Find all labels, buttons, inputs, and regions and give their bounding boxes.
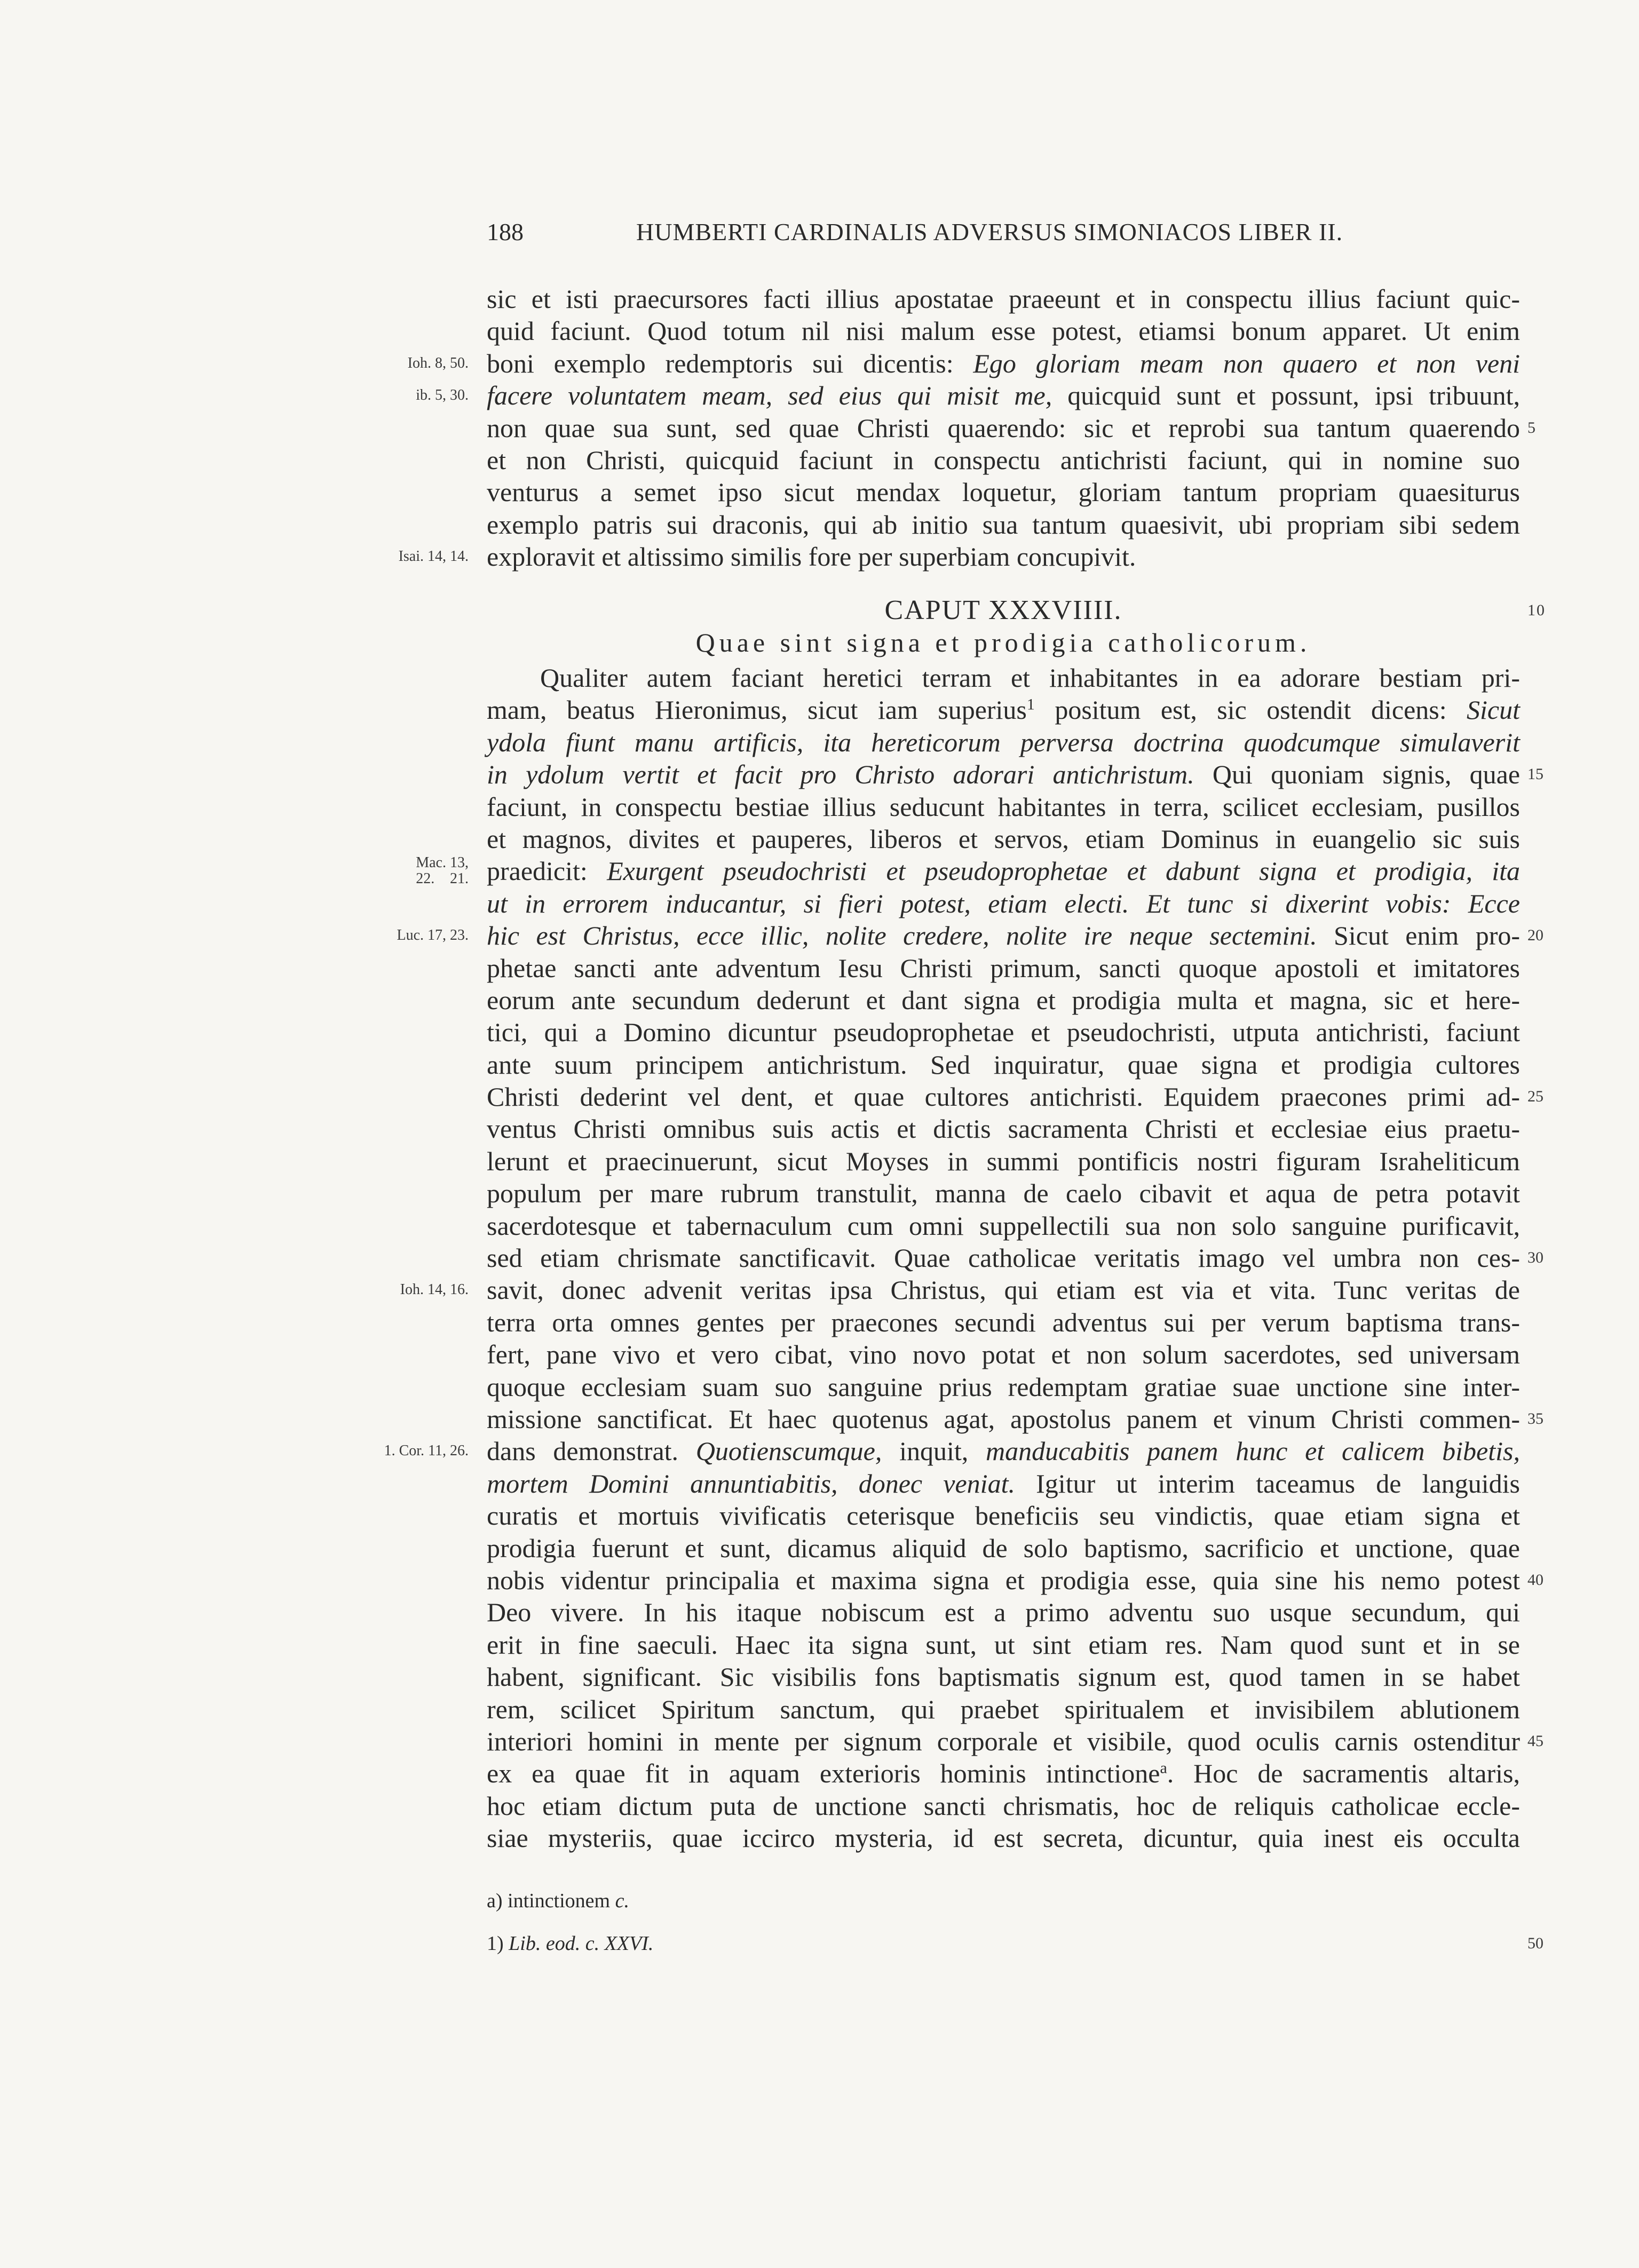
text-run: inquit, [882, 1436, 986, 1466]
text-run: . Hoc de sacramentis altaris, [1167, 1758, 1520, 1789]
text-line [487, 952, 1520, 984]
text-line [487, 1725, 1543, 1757]
text-run: siae mysteriis, quae iccirco mysteria, id est secreta, dicuntur, quia inest eis occulta [487, 1823, 1520, 1853]
line-number: 30 [1527, 1249, 1543, 1267]
apparatus-footnote [487, 1885, 629, 1917]
text-run: sacerdotesque et tabernaculum cum omni suppellectili sua non solo sanguine purificavit, [487, 1210, 1520, 1241]
margin-reference: Ioh. 14, 16. [400, 1281, 469, 1298]
text-line [487, 1757, 1520, 1789]
text-run: a) intinctionem [487, 1890, 615, 1912]
text-run: missione sanctificat. Et haec quotenus agat, apostolus panem et vinum Christi commen- [487, 1403, 1520, 1434]
italic-text: Lib. eod. c. XXVI. [509, 1932, 654, 1955]
italic-text: manducabitis panem hunc et calicem bibetis, [986, 1436, 1520, 1466]
text-line [487, 662, 1520, 694]
text-line [487, 823, 1520, 855]
text-line [487, 1468, 1520, 1500]
text-run: quicquid sunt et possunt, ipsi tribuunt, [1052, 380, 1520, 411]
text-run: faciunt, in conspectu bestiae illius seducunt habitantes in terra, scilicet ecclesiam, pusillos [487, 791, 1520, 822]
text-line [487, 315, 1520, 347]
text-line [487, 1822, 1520, 1854]
line-number: 20 [1527, 926, 1543, 945]
text-run: quid faciunt. Quod totum nil nisi malum esse potest, etiamsi bonum apparet. Ut enim [487, 316, 1520, 346]
text-run: habent, significant. Sic visibilis fons baptismatis signum est, quod tamen in se habet [487, 1662, 1520, 1692]
footnote-marker: a [1160, 1759, 1167, 1777]
chapter-heading-block [487, 594, 1546, 659]
text-line [487, 1564, 1543, 1596]
italic-text: Sicut [1467, 695, 1521, 725]
text-run: boni exemplo redemptoris sui dicentis: [487, 348, 973, 378]
text-line [400, 1274, 1520, 1306]
text-run: hoc etiam dictum puta de unctione sancti chrismatis, hoc de reliquis catholicae eccle- [487, 1790, 1520, 1821]
italic-text: ut in errorem inducantur, si fieri potest, etiam electi. Et tunc si dixerint vobis: Ecce [487, 888, 1520, 918]
text-line [487, 476, 1520, 508]
text-run: Deo vivere. In his itaque nobiscum est a primo adventu suo usque secundum, qui [487, 1597, 1520, 1628]
line-number: 15 [1527, 765, 1543, 783]
text-run: Qualiter autem faciant heretici terram et inhabitantes in ea adorare bestiam pri- [540, 663, 1520, 693]
text-run: exemplo patris sui draconis, qui ab initio sua tantum quaesivit, ubi propriam sibi sedem [487, 509, 1520, 540]
text-line [487, 758, 1543, 790]
margin-reference: Luc. 17, 23. [397, 927, 469, 944]
line-number: 45 [1527, 1732, 1543, 1750]
text-run: non quae sua sunt, sed quae Christi quaerendo: sic et reprobi sua tantum quaerendo [487, 413, 1520, 443]
text-run: exploravit et altissimo similis fore per superbiam concupivit. [487, 542, 1136, 572]
text-line [487, 984, 1520, 1016]
text-line [487, 1500, 1520, 1532]
text-line [487, 887, 1520, 919]
text-line [487, 1049, 1520, 1081]
italic-text: Exurgent pseudochristi et pseudoprophetae et dabunt signa et prodigia, ita [607, 856, 1520, 886]
text-line [487, 1629, 1520, 1661]
text-run: et non Christi, quicquid faciunt in conspectu antichristi faciunt, qui in nomine suo [487, 445, 1520, 475]
text-line [487, 1016, 1520, 1048]
italic-text: Ego gloriam meam non quaero et non veni [973, 348, 1520, 378]
text-line [487, 1306, 1520, 1338]
text-line [416, 854, 1520, 887]
line-number: 5 [1527, 418, 1535, 437]
text-line [487, 1113, 1520, 1145]
text-run: populum per mare rubrum transtulit, manna de caelo cibavit et aqua de petra potavit [487, 1178, 1520, 1209]
text-run: 1) [487, 1932, 509, 1955]
text-run: lerunt et praecinuerunt, sicut Moyses in summi pontificis nostri figuram Israheliticum [487, 1146, 1520, 1176]
text-run: Christi dederint vel dent, et quae cultores antichristi. Equidem praecones primi ad- [487, 1082, 1520, 1112]
text-run: sic et isti praecursores facti illius apostatae praeeunt et in conspectu illius faciunt quic- [487, 284, 1520, 314]
page-number: 188 [487, 218, 524, 245]
text-run: terra orta omnes gentes per praecones secundi adventus sui per verum baptisma trans- [487, 1307, 1520, 1337]
text-line [487, 444, 1520, 476]
text-run: Igitur ut interim taceamus de languidis [1015, 1468, 1520, 1498]
text-run: et magnos, divites et pauperes, liberos et servos, etiam Dominus in euangelio sic suis [487, 823, 1520, 854]
text-line [407, 347, 1520, 379]
text-run: erit in fine saeculi. Haec ita signa sunt, ut sint etiam res. Nam quod sunt et in se [487, 1629, 1520, 1660]
text-run: Sicut enim pro- [1317, 921, 1520, 951]
text-line [487, 1790, 1520, 1822]
italic-text: Quotienscumque, [695, 1436, 882, 1466]
text-line [487, 1338, 1520, 1370]
text-line [487, 412, 1535, 444]
text-run: eorum ante secundum dederunt et dant signa et prodigia multa et magna, sic et here- [487, 985, 1520, 1015]
italic-text: hic est Christus, ecce illic, nolite credere, nolite ire neque sectemini. [487, 921, 1317, 951]
text-run: tici, qui a Domino dicuntur pseudoprophetae et pseudochristi, utputa antichristi, faciunt [487, 1017, 1520, 1048]
line-number: 10 [1527, 601, 1546, 619]
line-number: 35 [1527, 1409, 1543, 1428]
text-run: ante suum principem antichristum. Sed inquiratur, quae signa et prodigia cultores [487, 1049, 1520, 1080]
text-run: Qui quoniam signis, quae [1194, 759, 1521, 790]
italic-text: mortem Domini annuntiabitis, donec veniat. [487, 1468, 1015, 1498]
text-line [487, 1693, 1520, 1725]
line-number: 40 [1527, 1571, 1543, 1589]
chapter-rubric: Quae sint signa et prodigia catholicorum. [695, 628, 1311, 658]
text-run: nobis videntur principalia et maxima signa et prodigia esse, quia sine his nemo potest [487, 1565, 1520, 1595]
text-line [416, 379, 1520, 411]
text-run: ventus Christi omnibus suis actis et dictis sacramenta Christi et ecclesiae eius praetu- [487, 1114, 1520, 1144]
text-run: fert, pane vivo et vero cibat, vino novo potat et non solum sacerdotes, sed universam [487, 1339, 1520, 1370]
text-line [487, 1242, 1543, 1274]
text-line [487, 283, 1520, 315]
text-run: praedicit: [487, 856, 607, 886]
text-run: curatis et mortuis vivificatis ceterisque beneficiis seu vindictis, quae etiam signa et [487, 1501, 1520, 1531]
text-line [398, 541, 1520, 573]
footnote-marker: 1 [1026, 695, 1035, 713]
text-line [487, 1371, 1520, 1403]
text-run: interiori homini in mente per signum corporale et visibile, quod oculis carnis ostenditur [487, 1726, 1520, 1756]
italic-text: c. [615, 1890, 629, 1912]
text-line [487, 1081, 1543, 1113]
margin-reference: 1. Cor. 11, 26. [384, 1442, 469, 1460]
text-run: phetae sancti ante adventum Iesu Christi primum, sancti quoque apostoli et imitatores [487, 953, 1520, 983]
italic-text: facere voluntatem meam, sed eius qui misit me, [487, 380, 1052, 411]
margin-reference: Isai. 14, 14. [398, 548, 469, 565]
text-line [487, 1177, 1520, 1209]
text-line [487, 1532, 1520, 1564]
text-line [397, 919, 1543, 951]
text-block-2 [384, 662, 1543, 1854]
italic-text: in ydolum vertit et facit pro Christo adorari antichristum. [487, 759, 1194, 790]
text-run: ex ea quae fit in aquam exterioris hominis intinctione [487, 1758, 1160, 1789]
margin-reference: Ioh. 8, 50. [407, 354, 469, 371]
margin-reference: ib. 5, 30. [416, 387, 469, 404]
line-number: 25 [1527, 1088, 1543, 1106]
text-run: mam, beatus Hieronimus, sicut iam superius [487, 695, 1027, 725]
text-line [487, 694, 1520, 726]
text-block-1 [398, 283, 1535, 573]
italic-text: ydola fiunt manu artificis, ita hereticorum perversa doctrina quodcumque simulaverit [487, 727, 1520, 757]
running-header [487, 216, 1367, 248]
text-line [487, 726, 1520, 758]
text-run: prodigia fuerunt et sunt, dicamus aliquid de solo baptismo, sacrificio et unctione, quae [487, 1533, 1520, 1563]
text-line [487, 1661, 1520, 1693]
text-run: sed etiam chrismate sanctificavit. Quae catholicae veritatis imago vel umbra non ces- [487, 1243, 1520, 1273]
text-run: dans demonstrat. [487, 1436, 696, 1466]
text-run: rem, scilicet Spiritum sanctum, qui praebet spiritualem et invisibilem ablutionem [487, 1694, 1520, 1724]
running-title: HUMBERTI CARDINALIS ADVERSUS SIMONIACOS LIBER II. [636, 218, 1343, 245]
text-line [487, 509, 1520, 541]
chapter-heading: CAPUT XXXVIIII. 10 [487, 594, 1520, 627]
text-line [487, 1210, 1520, 1242]
text-line [384, 1435, 1520, 1467]
text-run: quoque ecclesiam suam suo sanguine prius redemptam gratiae suae unctione sine inter- [487, 1371, 1520, 1402]
text-run: savit, donec advenit veritas ipsa Christus, qui etiam est via et vita. Tunc veritas de [487, 1275, 1520, 1305]
source-footnote [487, 1928, 653, 1960]
margin-reference: Mac. 13, 22. 21. [416, 854, 469, 887]
text-line [487, 791, 1520, 823]
line-number: 50 [1527, 1934, 1543, 1952]
text-line [487, 1596, 1520, 1628]
text-run: positum est, sic ostendit dicens: [1034, 695, 1467, 725]
text-line [487, 1145, 1520, 1177]
text-run: venturus a semet ipso sicut mendax loquetur, gloriam tantum propriam quaesiturus [487, 477, 1520, 507]
text-line [487, 1403, 1543, 1435]
